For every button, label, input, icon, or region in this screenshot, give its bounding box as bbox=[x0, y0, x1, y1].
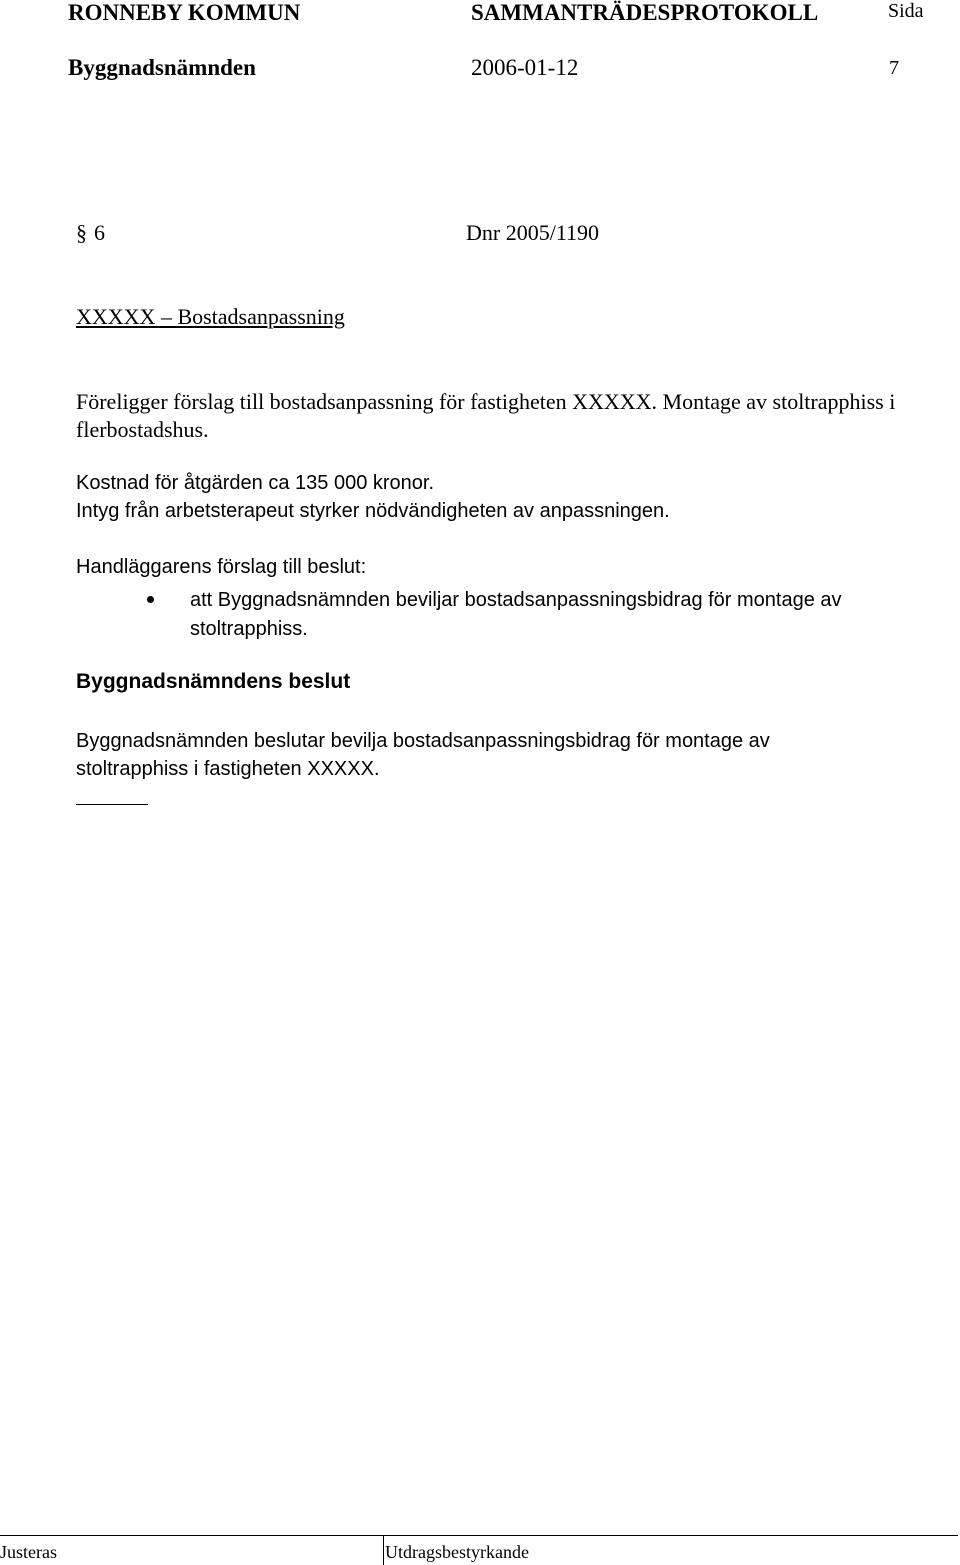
decision-heading: Byggnadsnämndens beslut bbox=[76, 670, 351, 693]
footer-signed-label: Justeras bbox=[0, 1542, 57, 1562]
cost-statement: Kostnad för åtgärden ca 135 000 kronor. bbox=[76, 472, 435, 494]
proposal-heading: Handläggarens förslag till beslut: bbox=[76, 556, 367, 578]
decision-text: Byggnadsnämnden beslutar bevilja bostadsanpassningsbidrag för montage av stoltrapphiss i fastigheten XXXXX. bbox=[76, 730, 770, 780]
bullet-icon bbox=[147, 596, 154, 603]
page-number: 7 bbox=[889, 57, 899, 79]
intro-paragraph: Föreligger förslag till bostadsanpassning för fastigheten XXXXX. Montage av stoltrapphiss i flerbostadshus. bbox=[76, 389, 896, 442]
committee-name: Byggnadsnämnden bbox=[68, 55, 256, 80]
paragraph-sign: § bbox=[76, 220, 87, 245]
diary-number: Dnr 2005/1190 bbox=[466, 220, 600, 245]
footer-divider bbox=[0, 1535, 958, 1536]
footer-extract-label: Utdragsbestyrkande bbox=[385, 1542, 529, 1562]
proposal-bullet: att Byggnadsnämnden beviljar bostadsanpassningsbidrag för montage av stoltrapphiss. bbox=[190, 589, 842, 640]
meeting-date: 2006-01-12 bbox=[471, 55, 579, 80]
organization-name: RONNEBY KOMMUN bbox=[68, 0, 301, 25]
paragraph-number: 6 bbox=[94, 220, 105, 245]
page-label: Sida bbox=[888, 0, 924, 22]
footer-column-divider bbox=[383, 1536, 384, 1565]
end-divider bbox=[76, 804, 148, 805]
document-type: SAMMANTRÄDESPROTOKOLL bbox=[471, 0, 819, 25]
case-title: XXXXX – Bostadsanpassning bbox=[76, 304, 345, 329]
certificate-statement: Intyg från arbetsterapeut styrker nödvändigheten av anpassningen. bbox=[76, 500, 670, 522]
